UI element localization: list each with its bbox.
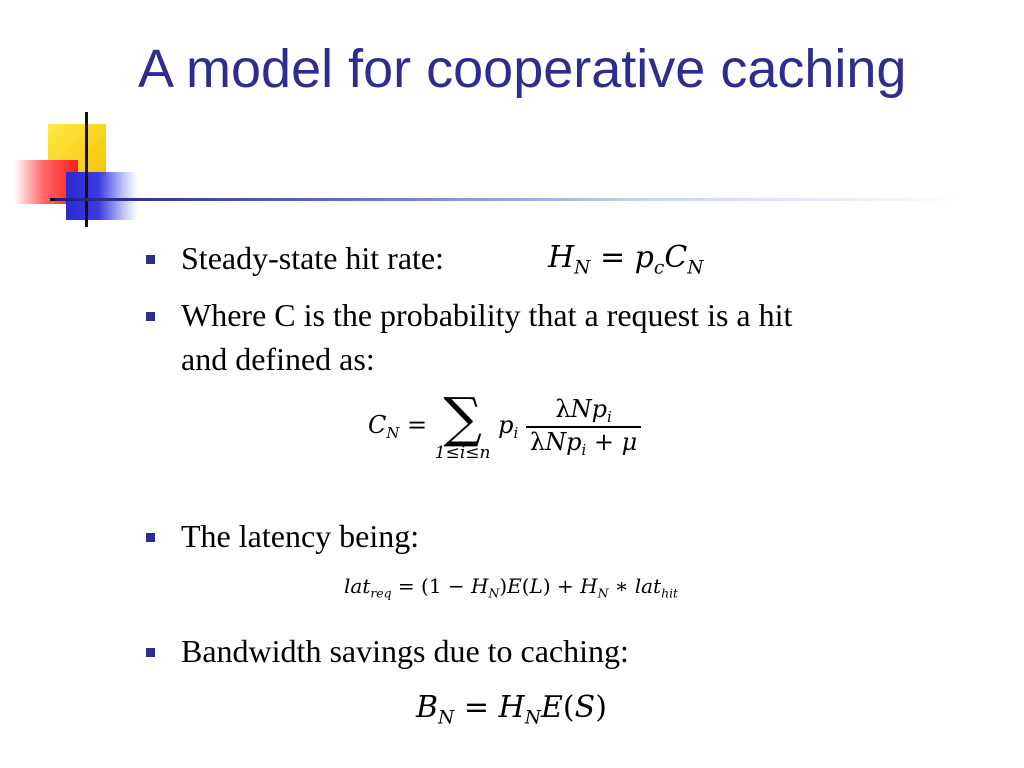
formula-hit-rate: $H_N = p_cC_N$ xyxy=(548,240,704,279)
bullet-marker xyxy=(146,648,155,657)
summation: ∑ 1≤i≤n xyxy=(434,386,491,463)
bullet-text: Where C is the probability that a request is a hit and defined as: xyxy=(181,297,793,377)
slide-title: A model for cooperative caching xyxy=(138,39,907,99)
bullet-marker xyxy=(146,255,155,264)
title-underline xyxy=(55,198,965,201)
bullet-text: The latency being: xyxy=(181,518,420,554)
decor-blue-bar xyxy=(66,172,138,220)
bullet-marker xyxy=(146,312,155,321)
formula-bandwidth: $B_N = H_NE(S)$ xyxy=(416,690,607,729)
decor-vertical-line xyxy=(85,112,88,227)
bullet-marker xyxy=(146,533,155,542)
formula-hit-probability: $C_N$ = ∑ 1≤i≤n $p_i$ $\frac{\lambda Np_i}{\lambda Np_i + \mu}$ xyxy=(368,392,641,462)
bullet-text: Bandwidth savings due to caching: xyxy=(181,633,629,669)
formula-latency: $lat_{req} = (1 - H_N)E(L) + H_N$ ∗ lat$_{hit}$ xyxy=(344,574,679,601)
bullet-text: Steady-state hit rate: xyxy=(181,240,445,276)
